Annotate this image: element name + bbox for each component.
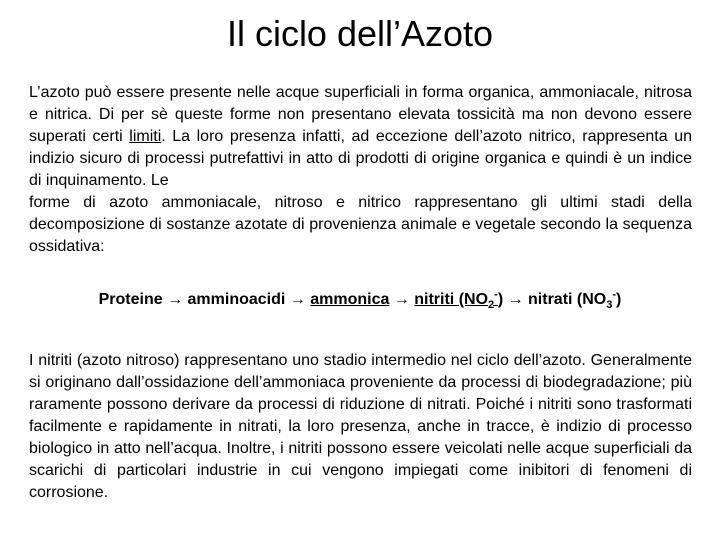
intro-text-part3: forme di azoto ammoniacale, nitroso e nitrico rappresentano gli ultimi stadi della decomposizione di sostanze azotate di provenienza animale e vegetale secondo la sequenza ossidativa: [29,194,692,255]
nitriti-paragraph: I nitriti (azoto nitroso) rappresentano uno stadio intermedio nel ciclo dell’azoto. Generalmente si originano dall’ossidazione dell’ammoniaca proveniente da processi di biodegradazione; più raramente possono derivare da processi di riduzione di nitrati. Poiché i nitriti sono trasformati facilmente e rapidamente in nitrati, la loro presenza, anche in tracce, è indizio di processo biologico in atto nell’acqua. Inoltre, i nitriti possono essere veicolati nelle acque superficiali da scarichi di particolari industrie in cui vengono impiegati come inibitori di fenomeni di corrosione. [29,352,692,501]
nitriti-close: ) [497,291,504,308]
slide-title: Il ciclo dell’Azoto [226,13,494,54]
intro-paragraph [29,82,692,258]
oxidation-sequence [0,289,720,311]
nitrati-superscript: - [612,288,617,301]
nitrati-subscript: 3 [606,299,613,312]
sequence-ammonica[interactable]: ammonica [310,291,390,308]
intro-text-part1: L’azoto può essere presente nelle acque superficiali in forma organica, ammoniacale, nitrosa e nitrica. Di per sè queste forme non presentano elevata tossicità ma non devono essere superati certi [29,84,692,145]
intro-text-part2: . La loro presenza infatti, ad eccezione dell’azoto nitrico, rappresenta un indizio sicuro di processi putrefattivi in atto di prodotti di origine organica e quindi è un indice di inquinamento. Le [29,128,692,189]
nitriti-superscript: - [494,288,498,301]
limiti-link[interactable]: limiti [129,128,162,145]
sequence-arrow-1: → [389,291,415,308]
sequence-nitrati: → nitrati (NO [503,291,607,308]
nitrati-close: ) [616,291,622,308]
nitriti-label: nitriti (NO [414,291,489,308]
nitriti-subscript: 2 [488,299,495,312]
sequence-proteine: Proteine → amminoacidi → [98,291,311,308]
sequence-nitriti[interactable] [414,288,504,312]
